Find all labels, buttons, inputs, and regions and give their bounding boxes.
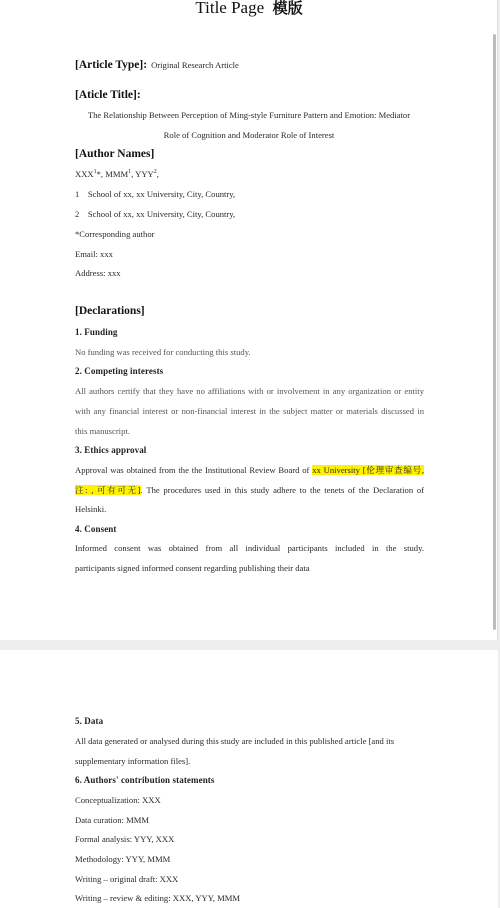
- page-title-text: Title Page: [195, 0, 265, 17]
- ethics-line-1: [75, 464, 424, 476]
- ethics-line-1-text: Approval was obtained from the the Institutional Review Board of: [75, 465, 313, 475]
- ethics-line-2: [75, 484, 424, 496]
- article-type-line: [75, 55, 239, 73]
- competing-line-1: All authors certify that they have no affiliations with or involvement in any organization or entity: [75, 386, 424, 396]
- author-1: XXX: [75, 169, 94, 179]
- address-line: Address: xxx: [75, 268, 121, 278]
- consent-heading: 4. Consent: [75, 524, 117, 534]
- affiliation-1: [75, 189, 235, 199]
- email-line: Email: xxx: [75, 249, 113, 259]
- affiliation-1-num: 1: [75, 189, 80, 199]
- article-title-label: [Aticle Title]:: [75, 89, 141, 101]
- consent-line-2: participants signed informed consent regarding publishing their data: [75, 563, 310, 573]
- affiliation-2-num: 2: [75, 209, 80, 219]
- contribution-item: Data curation: MMM: [75, 815, 149, 825]
- author-2-sup: 1: [128, 169, 132, 176]
- corresponding-author: *Corresponding author: [75, 229, 155, 239]
- competing-line-3: this manuscript.: [75, 426, 130, 436]
- article-type-value: Original Research Article: [151, 60, 239, 70]
- author-3-sup: 2: [153, 169, 157, 176]
- consent-line-1: Informed consent was obtained from all individual participants included in the study.: [75, 543, 424, 553]
- ethics-line-2-text: . The procedures used in this study adhere to the tenets of the Declaration of: [140, 485, 424, 495]
- author-3: , YYY: [131, 169, 154, 179]
- funding-heading: 1. Funding: [75, 327, 118, 337]
- affiliation-1-text: School of xx, xx University, City, Country,: [87, 189, 236, 199]
- article-type-label: [Article Type]:: [75, 59, 148, 71]
- contribution-item: Writing – review & editing: XXX, YYY, MMM: [75, 893, 241, 903]
- ethics-line-3: Helsinki.: [75, 504, 107, 514]
- author-names-label: [Author Names]: [75, 148, 155, 160]
- author-1-sup: 1: [93, 169, 97, 176]
- ethics-highlight-1: xx University [伦理审查编号,: [312, 465, 424, 475]
- affiliation-2-text: School of xx, xx University, City, Country,: [87, 209, 236, 219]
- contribution-item: Writing – original draft: XXX: [75, 874, 179, 884]
- data-line-1: All data generated or analysed during this study are included in this published article [and its: [75, 736, 395, 746]
- contribution-item: Conceptualization: XXX: [75, 795, 161, 805]
- declarations-label: [Declarations]: [75, 305, 145, 317]
- affiliation-2: [75, 209, 235, 219]
- contributions-heading: 6. Authors' contribution statements: [75, 775, 215, 785]
- contribution-item: Methodology: YYY, MMM: [75, 854, 171, 864]
- page-title-cjk: 模版: [272, 0, 303, 17]
- data-heading: 5. Data: [75, 716, 104, 726]
- funding-text: No funding was received for conducting this study.: [75, 347, 251, 357]
- author-names: [75, 169, 159, 179]
- ethics-heading: 3. Ethics approval: [75, 445, 147, 455]
- document-page-2: [0, 650, 498, 908]
- article-title-line-2: Role of Cognition and Moderator Role of Interest: [163, 130, 335, 140]
- data-line-2: supplementary information files].: [75, 756, 191, 766]
- competing-line-2: with any financial interest or non-financial interest in the subject matter or materials discussed in: [75, 406, 424, 416]
- competing-heading: 2. Competing interests: [75, 366, 164, 376]
- author-trailing: ,: [156, 169, 159, 179]
- author-2: *, MMM: [96, 169, 129, 179]
- scrollbar[interactable]: [493, 34, 496, 630]
- contribution-item: Formal analysis: YYY, XXX: [75, 834, 175, 844]
- article-title-line-1: The Relationship Between Perception of Ming-style Furniture Pattern and Emotion: Mediator: [87, 110, 411, 120]
- ethics-highlight-2: 注: , 可有可无]: [75, 485, 141, 495]
- page-title: [0, 0, 498, 18]
